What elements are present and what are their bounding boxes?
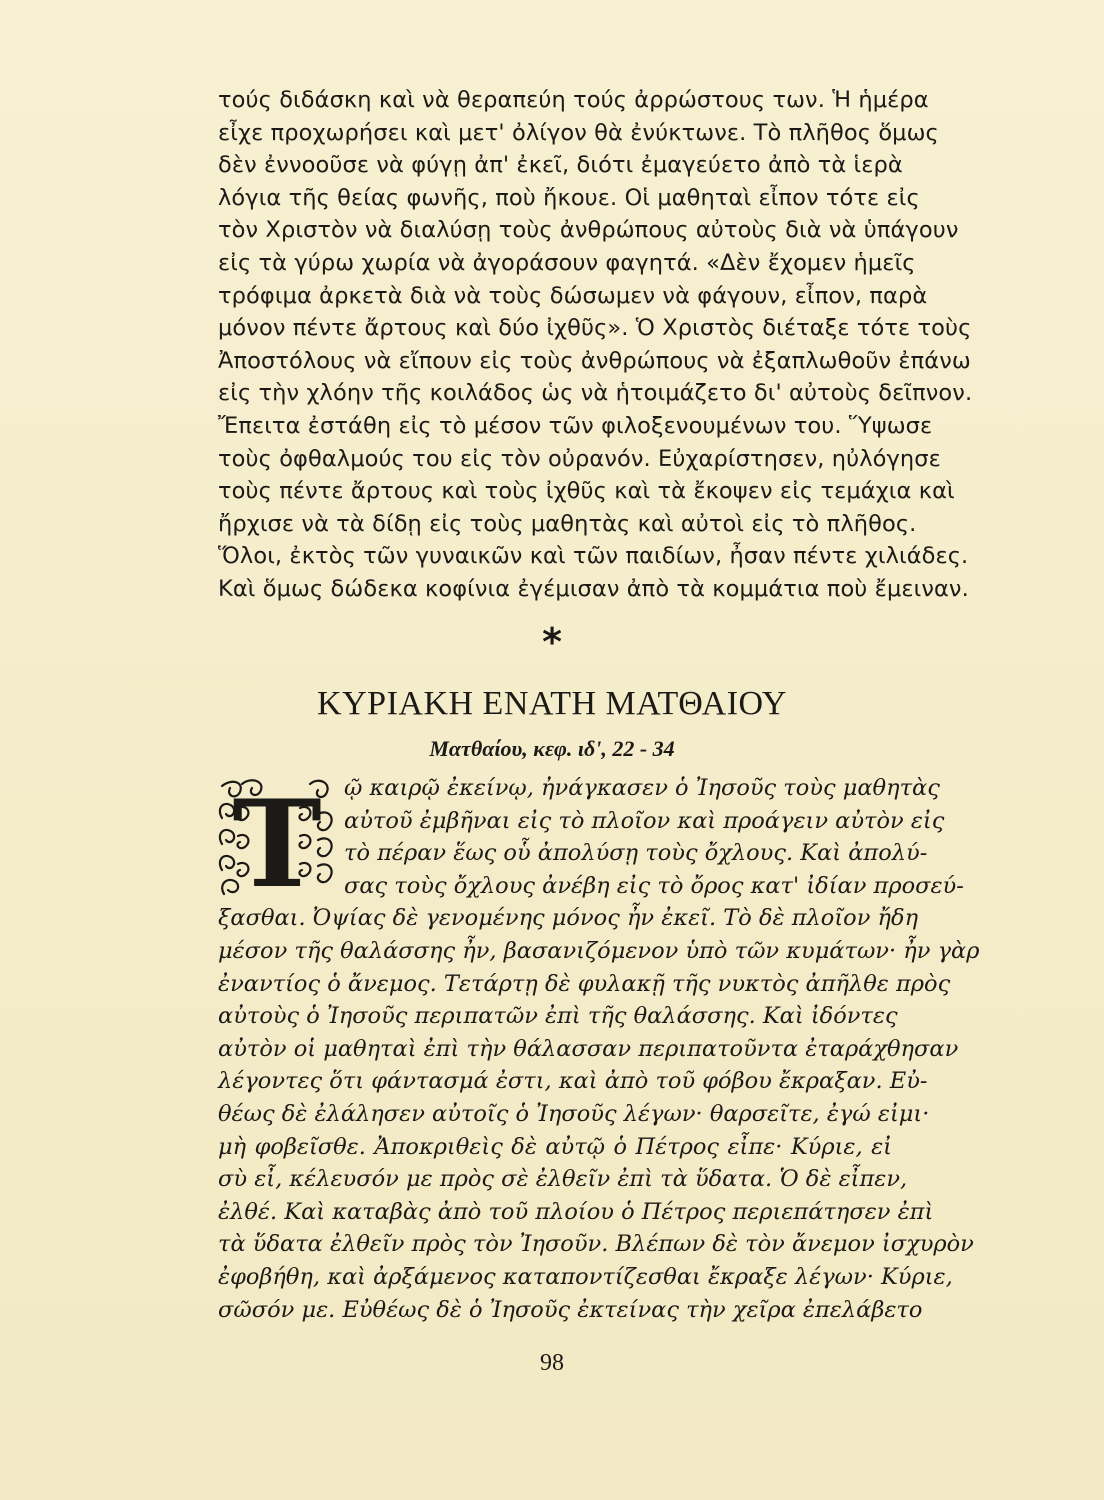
gospel-reading (218, 772, 980, 1326)
section-reference: Ματθαίου, κεφ. ιδ', 22 - 34 (429, 736, 675, 761)
prose-line: Ὅλοι, ἐκτὸς τῶν γυναικῶν καὶ τῶν παιδίων, ἦσαν πέντε χιλιάδες. (218, 543, 969, 570)
prose-line: τοὺς πέντε ἄρτους καὶ τοὺς ἰχθῦς καὶ τὰ ἔκοψεν εἰς τεμάχια καὶ (218, 478, 955, 505)
prose-line: ἤρχισε νὰ τὰ δίδῃ εἰς τοὺς μαθητὰς καὶ αὐτοὶ εἰς τὸ πλῆθος. (218, 510, 917, 537)
prose-line: Ἀποστόλους νὰ εἴπουν εἰς τοὺς ἀνθρώπους νὰ ἐξαπλωθοῦν ἐπάνω (218, 347, 971, 374)
scripture-line: αὐτοῦ ἐμβῆναι εἰς τὸ πλοῖον καὶ προάγειν αὐτὸν εἰς (344, 807, 945, 834)
prose-line: Καὶ ὅμως δώδεκα κοφίνια ἐγέμισαν ἀπὸ τὰ κομμάτια ποὺ ἔμειναν. (218, 575, 969, 602)
scripture-line: ξασθαι. Ὀψίας δὲ γενομένης μόνος ἦν ἐκεῖ. Τὸ δὲ πλοῖον ἤδη (218, 905, 919, 932)
scripture-line: σῶσόν με. Εὐθέως δὲ ὁ Ἰησοῦς ἐκτείνας τὴν χεῖρα ἐπελάβετο (218, 1296, 923, 1323)
scripture-line: ἐναντίος ὁ ἄνεμος. Τετάρτῃ δὲ φυλακῇ τῆς νυκτὸς ἀπῆλθε πρὸς (218, 970, 951, 997)
prose-line: δὲν ἐννοοῦσε νὰ φύγῃ ἀπ' ἐκεῖ, διότι ἐμαγεύετο ἀπὸ τὰ ἱερὰ (218, 152, 903, 179)
prose-paragraph (218, 84, 973, 606)
section-separator: * (542, 620, 562, 664)
prose-line: τὸν Χριστὸν νὰ διαλύσῃ τοὺς ἀνθρώπους αὐτοὺς διὰ νὰ ὑπάγουν (218, 217, 959, 244)
scripture-line: σὺ εἶ, κέλευσόν με πρὸς σὲ ἐλθεῖν ἐπὶ τὰ ὕδατα. Ὁ δὲ εἶπεν, (218, 1166, 908, 1193)
prose-line: τοὺς ὀφθαλμούς του εἰς τὸν οὐρανόν. Εὐχαρίστησεν, ηὐλόγησε (218, 445, 941, 472)
dropcap-letter: Τ (232, 778, 322, 898)
prose-line: εἰς τὰ γύρω χωρία νὰ ἀγοράσουν φαγητά. «Δὲν ἔχομεν ἡμεῖς (218, 249, 916, 276)
scripture-line: αὐτὸν οἱ μαθηταὶ ἐπὶ τὴν θάλασσαν περιπατοῦντα ἐταράχθησαν (218, 1035, 959, 1062)
prose-line: εἶχε προχωρήσει καὶ μετ' ὀλίγον θὰ ἐνύκτωνε. Τὸ πλῆθος ὅμως (218, 119, 939, 146)
scripture-line: αὐτοὺς ὁ Ἰησοῦς περιπατῶν ἐπὶ τῆς θαλάσσης. Καὶ ἰδόντες (218, 1003, 898, 1030)
prose-line: μόνον πέντε ἄρτους καὶ δύο ἰχθῦς». Ὁ Χριστὸς διέταξε τότε τοὺς (218, 315, 972, 342)
page-number: 98 (540, 1350, 564, 1376)
scripture-line: ῷ καιρῷ ἐκείνῳ, ἠνάγκασεν ὁ Ἰησοῦς τοὺς μαθητὰς (344, 775, 940, 801)
prose-line: τρόφιμα ἀρκετὰ διὰ νὰ τοὺς δώσωμεν νὰ φάγουν, εἶπον, παρὰ (218, 282, 928, 309)
prose-line: εἰς τὴν χλόην τῆς κοιλάδος ὡς νὰ ἡτοιμάζετο δι' αὐτοὺς δεῖπνον. (218, 380, 973, 407)
prose-line: τούς διδάσκη καὶ νὰ θεραπεύη τούς ἀρρώστους των. Ἡ ἡμέρα (218, 87, 929, 113)
prose-line: Ἔπειτα ἐστάθη εἰς τὸ μέσον τῶν φιλοξενουμένων του. Ὕψωσε (218, 412, 933, 439)
scripture-line: σας τοὺς ὄχλους ἀνέβη εἰς τὸ ὄρος κατ' ἰδίαν προσεύ- (344, 872, 964, 899)
scripture-line: θέως δὲ ἐλάλησεν αὐτοῖς ὁ Ἰησοῦς λέγων· θαρσεῖτε, ἐγώ εἰμι· (218, 1100, 930, 1127)
scripture-line: μέσον τῆς θαλάσσης ἦν, βασανιζόμενον ὑπὸ τῶν κυμάτων· ἦν γὰρ (218, 937, 980, 964)
scripture-line: τὸ πέραν ἕως οὗ ἀπολύσῃ τοὺς ὄχλους. Καὶ ἀπολύ- (344, 840, 928, 867)
scripture-line: μὴ φοβεῖσθε. Ἀποκριθεὶς δὲ αὐτῷ ὁ Πέτρος εἶπε· Κύριε, εἰ (218, 1133, 892, 1160)
scripture-line: τὰ ὕδατα ἐλθεῖν πρὸς τὸν Ἰησοῦν. Βλέπων δὲ τὸν ἄνεμον ἰσχυρὸν (218, 1231, 974, 1258)
scripture-line: ἐφοβήθη, καὶ ἀρξάμενος καταποντίζεσθαι ἔκραξε λέγων· Κύριε, (218, 1263, 953, 1290)
scripture-line: ἐλθέ. Καὶ καταβὰς ἀπὸ τοῦ πλοίου ὁ Πέτρος περιεπάτησεν ἐπὶ (218, 1198, 934, 1225)
scripture-line: λέγοντες ὅτι φάντασμά ἐστι, καὶ ἀπὸ τοῦ φόβου ἔκραξαν. Εὐ- (218, 1068, 928, 1095)
prose-line: λόγια τῆς θείας φωνῆς, ποὺ ἤκουε. Οἱ μαθηταὶ εἶπον τότε εἰς (218, 184, 920, 211)
section-title: ΚΥΡΙΑΚΗ ΕΝΑΤΗ ΜΑΤΘΑΙΟΥ (317, 685, 787, 722)
